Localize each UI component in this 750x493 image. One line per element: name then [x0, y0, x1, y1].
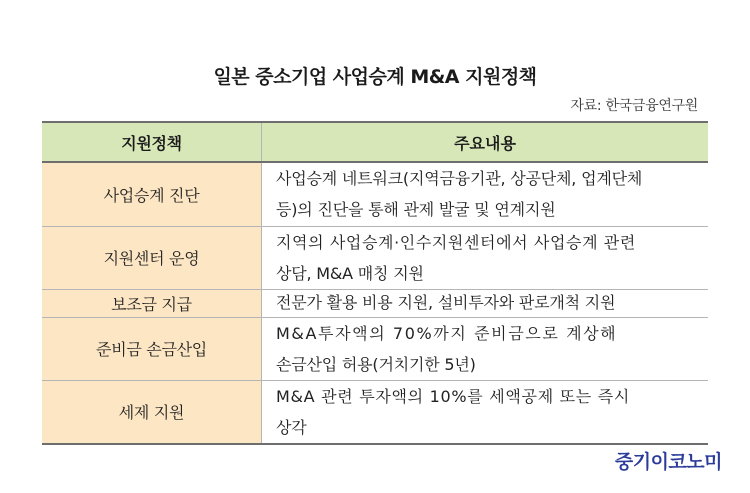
table-row — [42, 289, 708, 317]
source-note: 자료: 한국금융연구원 — [570, 98, 698, 114]
policy-description — [262, 289, 709, 317]
description-line: 상담, M&A 매칭 지원 — [276, 263, 424, 283]
policy-name: 사업승계 진단 — [42, 162, 262, 226]
policy-name: 세제 지원 — [42, 380, 262, 444]
description-line: M&A 관련 투자액의 10%를 세액공제 또는 즉시 — [276, 386, 631, 406]
policy-description — [262, 162, 709, 226]
policy-table — [42, 121, 708, 445]
header-content: 주요내용 — [262, 122, 709, 162]
description-line: 지역의 사업승계·인수지원센터에서 사업승계 관련 — [276, 232, 636, 252]
header-policy: 지원정책 — [42, 122, 262, 162]
policy-description — [262, 317, 709, 380]
description-line: 상각 — [276, 417, 307, 437]
policy-name: 지원센터 운영 — [42, 226, 262, 289]
table-header-row — [42, 122, 708, 162]
page-title: 일본 중소기업 사업승계 M&A 지원정책 — [213, 66, 537, 88]
description-line: M&A투자액의 70%까지 준비금으로 계상해 — [276, 323, 618, 343]
brand-logo: 중기이코노미 — [614, 451, 722, 473]
table-row — [42, 226, 708, 289]
description-line: 전문가 활용 비용 지원, 설비투자와 판로개척 지원 — [276, 293, 616, 312]
policy-name: 보조금 지급 — [42, 289, 262, 317]
table-row — [42, 317, 708, 380]
policy-description — [262, 226, 709, 289]
table-row — [42, 162, 708, 226]
description-line: 등)의 진단을 통해 관제 발굴 및 연계지원 — [276, 200, 556, 220]
description-line: 사업승계 네트워크(지역금융기관, 상공단체, 업계단체 — [276, 169, 643, 189]
description-line: 손금산입 허용(거치기한 5년) — [276, 354, 476, 374]
policy-name: 준비금 손금산입 — [42, 317, 262, 380]
table-row — [42, 380, 708, 444]
policy-description — [262, 380, 709, 444]
